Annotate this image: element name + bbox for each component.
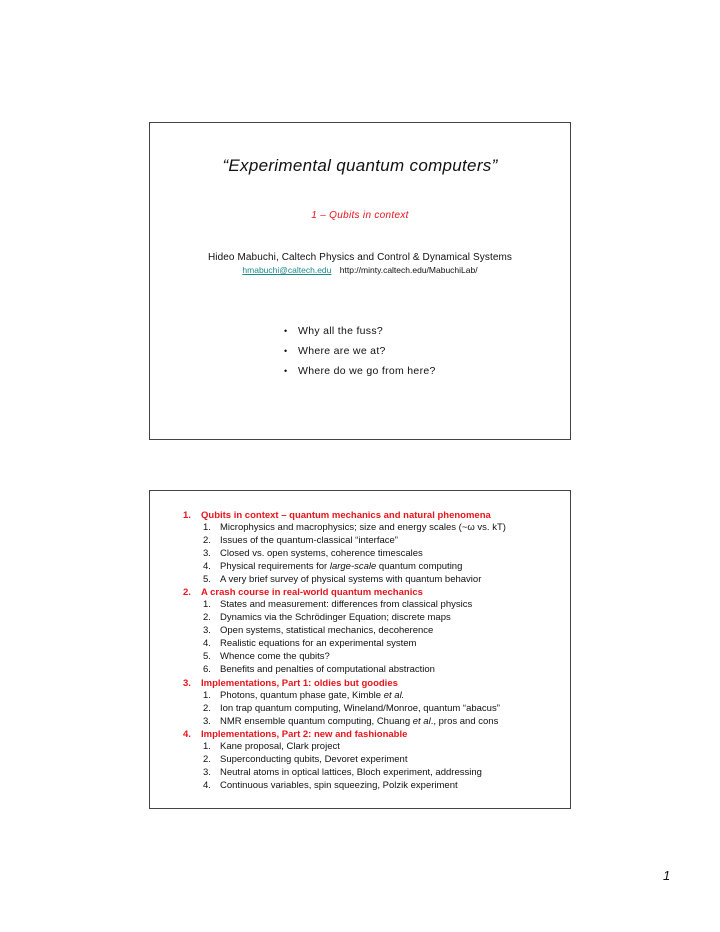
outline-item <box>183 561 563 574</box>
bullet-item <box>284 361 436 381</box>
item-text: Microphysics and macrophysics; size and energy scales (~ω vs. kT) <box>220 522 506 533</box>
outline-item <box>183 548 563 561</box>
bullet-list <box>284 321 436 381</box>
title-slide <box>149 122 571 440</box>
outline-item <box>183 741 563 754</box>
item-text: NMR ensemble quantum computing, Chuang <box>220 715 413 727</box>
email-link[interactable]: hmabuchi@caltech.edu <box>242 265 332 275</box>
bullet-text: Why all the fuss? <box>298 325 384 337</box>
item-text: Kane proposal, Clark project <box>220 741 340 753</box>
item-text: Whence come the qubits? <box>220 651 330 663</box>
outline-item <box>183 703 563 716</box>
slide-title: “Experimental quantum computers” <box>222 156 498 175</box>
item-number: 6. <box>203 663 211 675</box>
outline-item <box>183 716 563 729</box>
item-text: Benefits and penalties of computational abstraction <box>220 663 435 675</box>
outline-item <box>183 638 563 651</box>
item-text-tail: ., pros and cons <box>430 715 499 727</box>
outline-item <box>183 599 563 612</box>
section-number: 3. <box>183 677 191 689</box>
outline-item <box>183 664 563 677</box>
outline-slide <box>149 490 571 809</box>
item-text: States and measurement: differences from classical physics <box>220 599 473 611</box>
section-title: Implementations, Part 2: new and fashionable <box>201 729 408 741</box>
outline-item <box>183 754 563 767</box>
section-heading <box>183 509 563 522</box>
item-number: 4. <box>203 780 211 792</box>
item-text: Continuous variables, spin squeezing, Polzik experiment <box>220 780 458 792</box>
item-number: 4. <box>203 638 211 650</box>
item-number: 1. <box>203 599 211 611</box>
bullet-item <box>284 341 436 361</box>
bullet-text: Where do we go from here? <box>298 365 436 377</box>
outline-item <box>183 690 563 703</box>
item-text: Superconducting qubits, Devoret experiment <box>220 754 408 766</box>
item-number: 3. <box>203 547 211 559</box>
slide-subtitle: 1 – Qubits in context <box>311 210 409 221</box>
item-emphasis: et al. <box>383 689 405 701</box>
item-number: 5. <box>203 573 211 585</box>
outline-item <box>183 780 563 793</box>
section-heading <box>183 677 563 690</box>
item-number: 3. <box>203 625 211 637</box>
item-text-tail: quantum computing <box>376 560 463 572</box>
outline-item <box>183 612 563 625</box>
item-text: Issues of the quantum-classical “interface” <box>220 534 398 546</box>
item-emphasis: large-scale <box>329 560 377 572</box>
outline-item <box>183 535 563 548</box>
item-number: 2. <box>203 702 211 714</box>
item-text: Photons, quantum phase gate, Kimble <box>220 689 384 701</box>
section-number: 2. <box>183 587 191 599</box>
item-number: 1. <box>203 522 211 533</box>
item-text: A very brief survey of physical systems with quantum behavior <box>220 573 482 585</box>
section-title: Implementations, Part 1: oldies but goodies <box>201 677 398 689</box>
bullet-text: Where are we at? <box>298 345 386 357</box>
section-title: A crash course in real-world quantum mechanics <box>201 587 423 599</box>
outline-item <box>183 625 563 638</box>
item-text: Physical requirements for <box>220 560 330 572</box>
bullet-icon: • <box>284 366 288 376</box>
section-number: 1. <box>183 510 191 521</box>
bullet-item <box>284 321 436 341</box>
item-text: Realistic equations for an experimental system <box>220 638 417 650</box>
item-number: 2. <box>203 534 211 546</box>
bullet-icon: • <box>284 346 288 356</box>
item-number: 5. <box>203 651 211 663</box>
item-text: Open systems, statistical mechanics, decoherence <box>220 625 434 637</box>
outline-item <box>183 522 563 535</box>
outline-item <box>183 767 563 780</box>
outline-item <box>183 574 563 587</box>
author-line: Hideo Mabuchi, Caltech Physics and Control & Dynamical Systems <box>207 252 513 263</box>
section-heading <box>183 586 563 599</box>
contact-links <box>150 265 570 275</box>
item-text: Dynamics via the Schrödinger Equation; discrete maps <box>220 612 451 624</box>
item-emphasis: et al <box>412 715 431 727</box>
item-number: 4. <box>203 560 211 572</box>
item-text: Ion trap quantum computing, Wineland/Monroe, quantum “abacus” <box>220 702 500 714</box>
item-number: 2. <box>203 612 211 624</box>
bullet-icon: • <box>284 326 288 336</box>
item-number: 3. <box>203 715 211 727</box>
lab-url: http://minty.caltech.edu/MabuchiLab/ <box>339 265 478 275</box>
item-number: 2. <box>203 754 211 766</box>
item-number: 1. <box>203 689 211 701</box>
section-title: Qubits in context – quantum mechanics and natural phenomena <box>201 510 491 521</box>
item-number: 1. <box>203 741 211 753</box>
item-number: 3. <box>203 767 211 779</box>
page-number: 1 <box>663 868 671 883</box>
item-text: Neutral atoms in optical lattices, Bloch experiment, addressing <box>220 767 482 779</box>
item-text: Closed vs. open systems, coherence timescales <box>220 547 423 559</box>
section-heading <box>183 728 563 741</box>
section-number: 4. <box>183 729 191 741</box>
outline-item <box>183 651 563 664</box>
course-outline <box>183 509 563 793</box>
